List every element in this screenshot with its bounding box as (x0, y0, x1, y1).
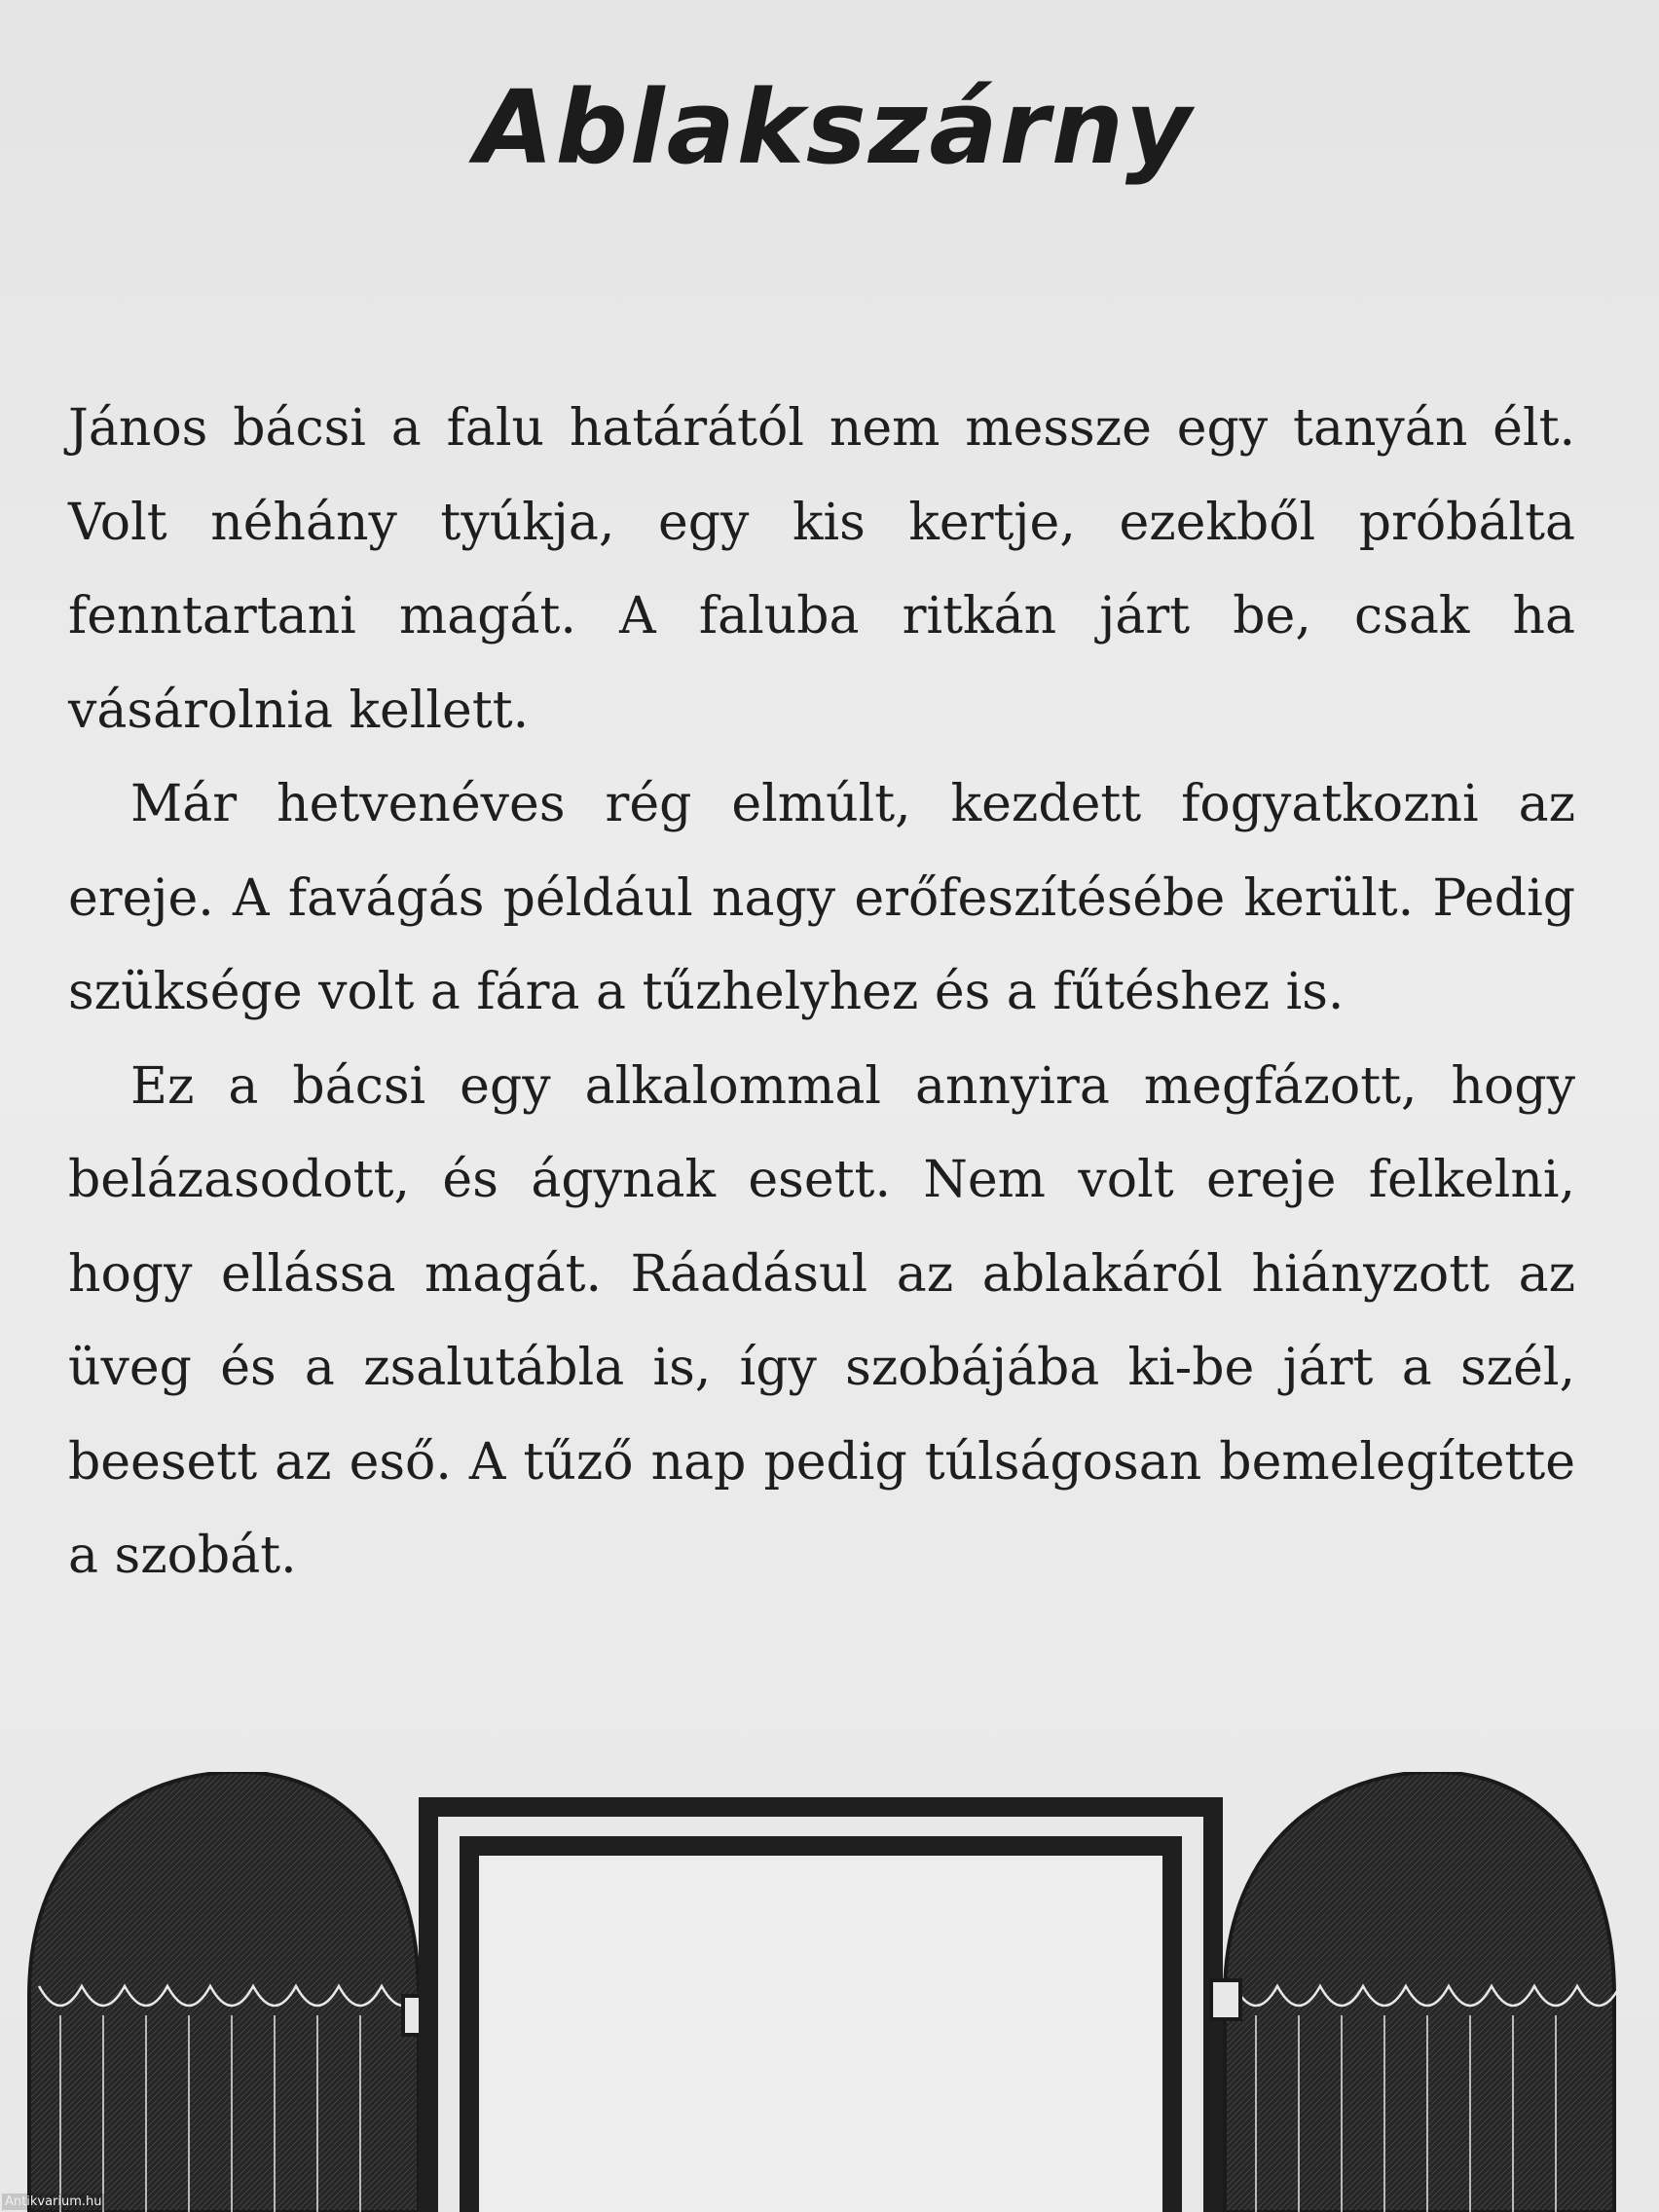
paragraph-2: Már hetvenéves rég elmúlt, kezdett fogyatkozni az ereje. A favágás például nagy erőfeszítésébe került. Pedig szüksége volt a fára a tűzhelyhez és a fűtéshez is. (68, 775, 1575, 1021)
window-frame (419, 1797, 1223, 2212)
window-with-shutters-icon (0, 1772, 1659, 2212)
right-shutter (1211, 1772, 1620, 2212)
page-title: Ablakszárny (475, 68, 1194, 187)
paragraph-3: Ez a bácsi egy alkalommal annyira megfázott, hogy belázasodott, és ágynak esett. Nem volt ereje felkelni, hogy ellássa magát. Ráadásul az ablakáról hiányzott az üveg és a zsalutábla is, így szobájába ki-be járt a szél, beesett az eső. A tűző nap pedig túlságosan bemelegítette a szobát. (68, 1056, 1575, 1585)
body-text (68, 382, 1575, 1604)
watermark: Antikvarium.hu (2, 2194, 105, 2210)
paragraph-1: János bácsi a falu határától nem messze egy tanyán élt. Volt néhány tyúkja, egy kis kertje, ezekből próbálta fenntartani magát. A faluba ritkán járt be, csak ha vásárolnia kellett. (68, 399, 1575, 740)
left-shutter (29, 1772, 432, 2212)
